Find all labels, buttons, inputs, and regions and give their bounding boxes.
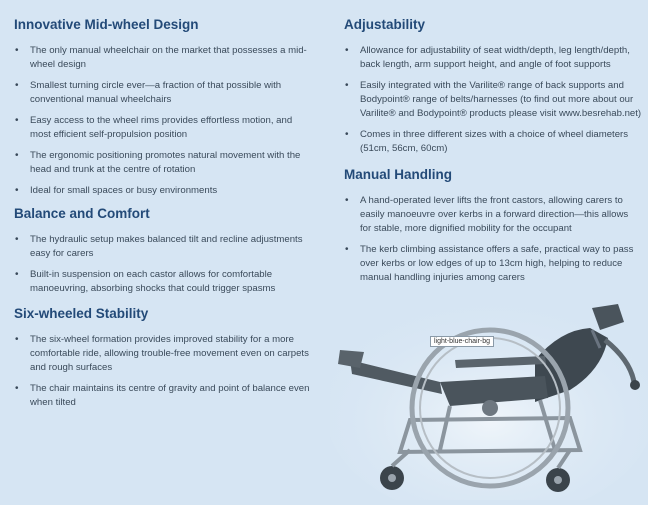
image-alt-label: light-blue-chair-bg — [430, 336, 494, 347]
heading-manual-handling: Manual Handling — [344, 167, 452, 182]
list-item: • Comes in three different sizes with a choice of wheel diameters (51cm, 56cm, 60cm) — [344, 128, 642, 156]
list-item: • A hand-operated lever lifts the front castors, allowing carers to easily manoeuvre over kerbs in a forward direction—this allows for stable, more dignified mobility for the occupant — [344, 194, 642, 236]
list-item: • The kerb climbing assistance offers a safe, practical way to pass over kerbs or low edges of up to 13cm high, helping to reduce manual handling injuries among carers — [344, 243, 642, 285]
list-item: • Built-in suspension on each castor allows for comfortable manoeuvring, absorbing shocks that could trigger spasms — [14, 268, 314, 296]
list-manual-handling — [344, 194, 642, 292]
list-item: • The ergonomic positioning promotes natural movement with the head and trunk at the centre of rotation — [14, 149, 314, 177]
list-item: • The only manual wheelchair on the market that possesses a mid-wheel design — [14, 44, 314, 72]
heading-innovative-mid-wheel-design: Innovative Mid-wheel Design — [14, 17, 199, 32]
wheelchair-image — [330, 290, 648, 500]
heading-balance-and-comfort: Balance and Comfort — [14, 206, 150, 221]
list-item: • The six-wheel formation provides improved stability for a more comfortable ride, allowing trouble-free movement even on carpets and rough surfaces — [14, 333, 314, 375]
wheelchair-icon — [330, 290, 648, 500]
list-item: • Ideal for small spaces or busy environments — [14, 184, 314, 198]
list-adjustability — [344, 44, 642, 163]
list-innovative-mid-wheel-design — [14, 44, 314, 205]
heading-six-wheeled-stability: Six-wheeled Stability — [14, 306, 149, 321]
list-item: • Smallest turning circle ever—a fraction of that possible with conventional manual wheelchairs — [14, 79, 314, 107]
list-item: • The chair maintains its centre of gravity and point of balance even when tilted — [14, 382, 314, 410]
list-balance-and-comfort — [14, 233, 314, 303]
list-item: • Easily integrated with the Varilite® range of back supports and Bodypoint® range of belts/harnesses (to find out more about our Varilite® and Bodypoint® products please visit www.besrehab.net) — [344, 79, 642, 121]
list-item: • The hydraulic setup makes balanced tilt and recline adjustments easy for carers — [14, 233, 314, 261]
list-item: • Allowance for adjustability of seat width/depth, leg length/depth, back length, arm support height, and angle of foot supports — [344, 44, 642, 72]
list-six-wheeled-stability — [14, 333, 314, 417]
heading-adjustability: Adjustability — [344, 17, 426, 32]
list-item: • Easy access to the wheel rims provides effortless motion, and most efficient self-propulsion position — [14, 114, 314, 142]
